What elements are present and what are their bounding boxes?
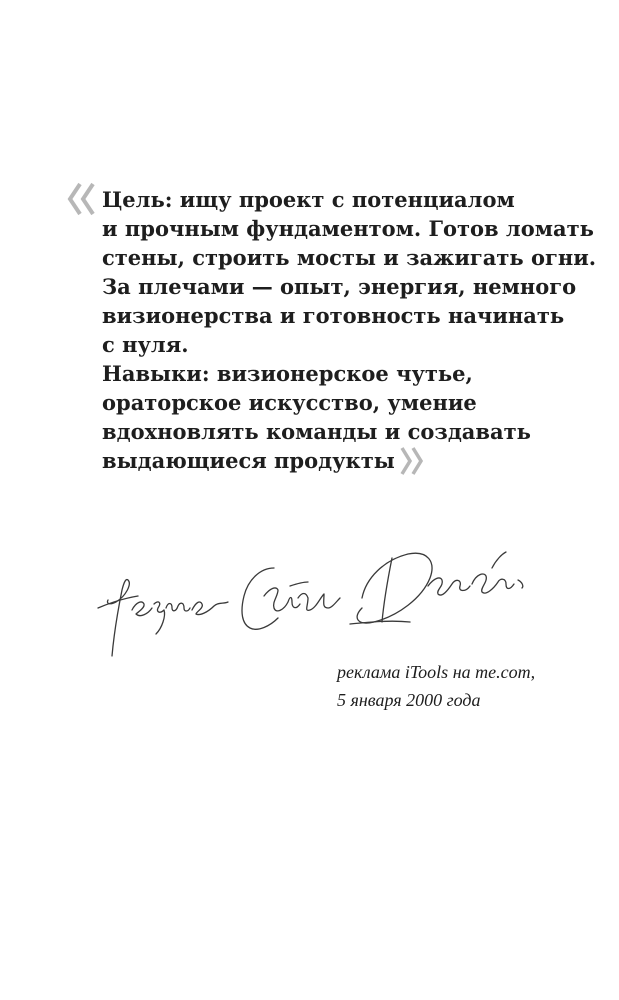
- open-quote-icon: [66, 181, 98, 217]
- epigraph-last-line: [102, 446, 425, 476]
- close-quote-icon: [399, 446, 425, 476]
- epigraph-line: За плечами — опыт, энергия, немного: [102, 274, 577, 299]
- epigraph-line: Навыки: визионерское чутье,: [102, 361, 473, 386]
- epigraph-line: с нуля.: [102, 332, 189, 357]
- epigraph-line: вдохновлять команды и создавать: [102, 419, 531, 444]
- handwritten-signature: [92, 538, 532, 666]
- attribution-date: 5 января 2000 года: [337, 690, 481, 710]
- attribution: [337, 658, 597, 714]
- epigraph-line: Цель: ищу проект с потенциалом: [102, 187, 515, 212]
- epigraph-line: и прочным фундаментом. Готов ломать: [102, 216, 594, 241]
- signature-drawing: [92, 538, 532, 666]
- epigraph-line: стены, строить мосты и зажигать огни.: [102, 245, 597, 270]
- epigraph-line: визионерства и готовность начинать: [102, 303, 565, 328]
- epigraph-line: ораторское искусство, умение: [102, 390, 477, 415]
- attribution-source: реклама iTools на me.com,: [337, 662, 536, 682]
- epigraph-line: выдающиеся продукты: [102, 448, 395, 473]
